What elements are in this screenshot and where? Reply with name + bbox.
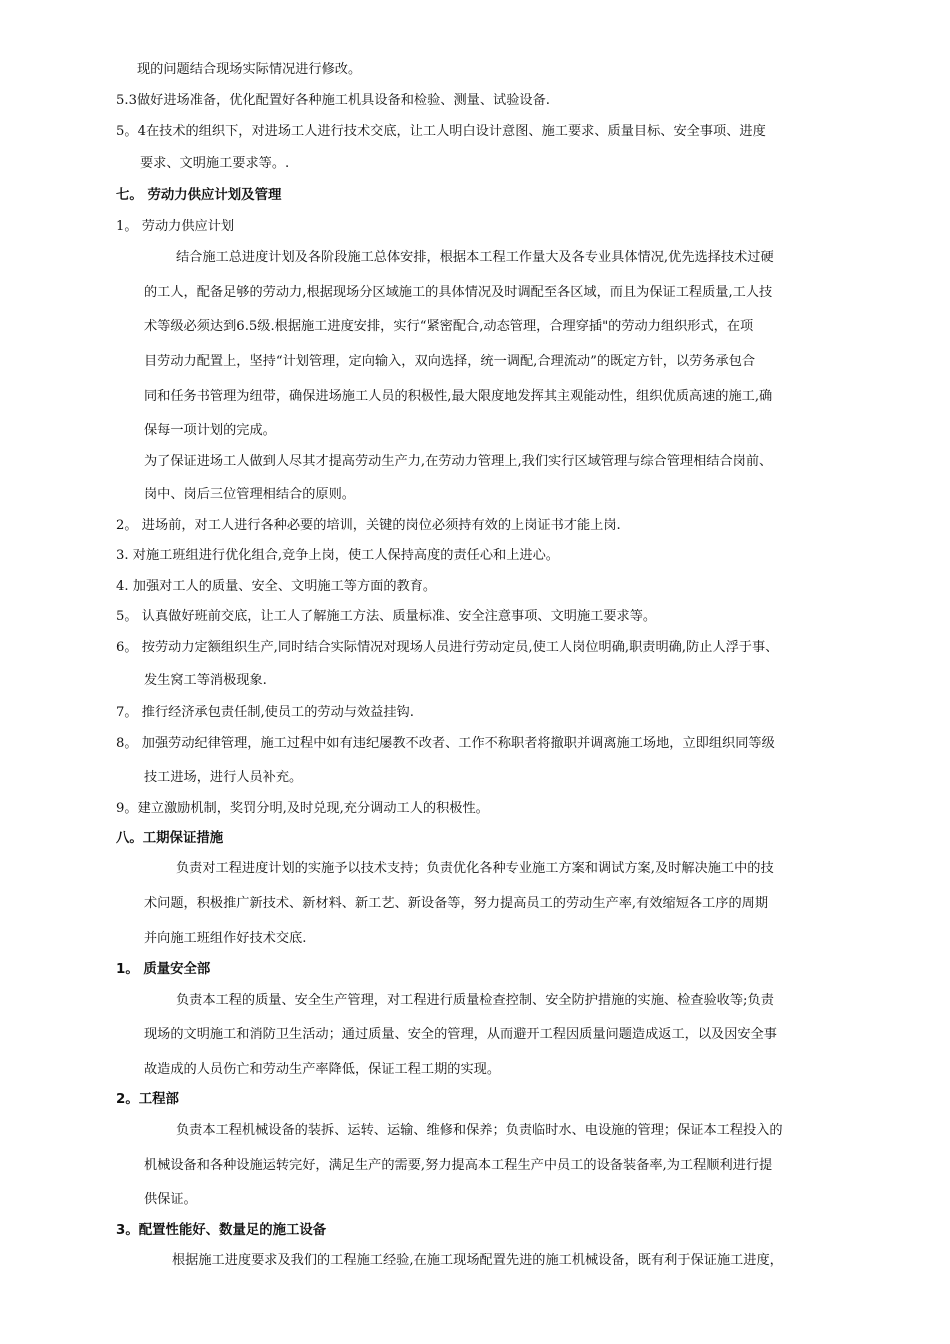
- text-line: 同和任务书管理为纽带，确保进场施工人员的积极性,最大限度地发挥其主观能动性，组织优质高速的施工,确: [144, 389, 773, 404]
- subheading: 1。 劳动力供应计划: [116, 219, 235, 234]
- text-line: 术问题，积极推广新技术、新材料、新工艺、新设备等，努力提高员工的劳动生产率,有效缩短各工序的周期: [144, 896, 769, 911]
- list-item: 9。建立激励机制，奖罚分明,及时兑现,充分调动工人的积极性。: [116, 801, 489, 816]
- text-line: 供保证。: [144, 1192, 197, 1207]
- text-line: 现的问题结合现场实际情况进行修改。: [137, 62, 362, 77]
- text-line: 保每一项计划的完成。: [144, 423, 276, 438]
- list-item: 8。 加强劳动纪律管理，施工过程中如有违纪屡教不改者、工作不称职者将撤职并调离施工场地，立即组织同等级: [116, 736, 775, 751]
- text-line: 术等级必须达到6.5级.根据施工进度安排，实行“紧密配合,动态管理，合理穿插"的劳动力组织形式，在项: [144, 319, 754, 334]
- text-line: 机械设备和各种设施运转完好，满足生产的需要,努力提高本工程生产中员工的设备装备率,为工程顺利进行提: [144, 1158, 773, 1173]
- text-line: 负责本工程的质量、安全生产管理，对工程进行质量检查控制、安全防护措施的实施、检查验收等;负责: [176, 993, 774, 1008]
- text-line: 5.3做好进场准备，优化配置好各种施工机具设备和检验、测量、试验设备.: [116, 93, 550, 108]
- subsection-heading: 2。工程部: [116, 1092, 179, 1107]
- text-line: 根据施工进度要求及我们的工程施工经验,在施工现场配置先进的施工机械设备，既有利于保证施工进度，: [172, 1253, 783, 1268]
- list-item: 2。 进场前，对工人进行各种必要的培训，关键的岗位必须持有效的上岗证书才能上岗.: [116, 518, 621, 533]
- text-line: 技工进场，进行人员补充。: [144, 770, 303, 785]
- text-line: 并向施工班组作好技术交底.: [144, 931, 307, 946]
- text-line: 为了保证进场工人做到人尽其才提高劳动生产力,在劳动力管理上,我们实行区域管理与综合管理相结合岗前、: [144, 454, 773, 469]
- text-line: 故造成的人员伤亡和劳动生产率降低，保证工程工期的实现。: [144, 1062, 501, 1077]
- text-line: 负责对工程进度计划的实施予以技术支持；负责优化各种专业施工方案和调试方案,及时解决施工中的技: [176, 861, 774, 876]
- text-line: 结合施工总进度计划及各阶段施工总体安排，根据本工程工作量大及各专业具体情况,优先选择技术过硬: [176, 250, 774, 265]
- subsection-heading: 1。 质量安全部: [116, 962, 211, 977]
- list-item: 4. 加强对工人的质量、安全、文明施工等方面的教育。: [116, 579, 437, 594]
- text-line: 目劳动力配置上，坚持“计划管理，定向输入，双向选择，统一调配,合理流动”的既定方针，以劳务承包合: [144, 354, 756, 369]
- text-line: 要求、文明施工要求等。.: [140, 156, 290, 171]
- section-heading: 八。工期保证措施: [116, 831, 224, 846]
- subsection-heading: 3。配置性能好、数量足的施工设备: [116, 1223, 327, 1238]
- section-heading: 七。 劳动力供应计划及管理: [116, 188, 282, 203]
- text-line: 的工人，配备足够的劳动力,根据现场分区域施工的具体情况及时调配至各区域，而且为保证工程质量,工人技: [144, 285, 773, 300]
- list-item: 7。 推行经济承包责任制,使员工的劳动与效益挂钩.: [116, 705, 414, 720]
- text-line: 负责本工程机械设备的装拆、运转、运输、维修和保养；负责临时水、电设施的管理；保证本工程投入的: [176, 1123, 783, 1138]
- text-line: 5。4在技术的组织下，对进场工人进行技术交底，让工人明白设计意图、施工要求、质量目标、安全事项、进度: [116, 124, 766, 139]
- list-item: 3. 对施工班组进行优化组合,竞争上岗，使工人保持高度的责任心和上进心。: [116, 548, 559, 563]
- text-line: 岗中、岗后三位管理相结合的原则。: [144, 487, 355, 502]
- list-item: 6。 按劳动力定额组织生产,同时结合实际情况对现场人员进行劳动定员,使工人岗位明确,职责明确,防止人浮于事、: [116, 640, 779, 655]
- text-line: 发生窝工等消极现象.: [144, 673, 267, 688]
- text-line: 现场的文明施工和消防卫生活动；通过质量、安全的管理，从而避开工程因质量问题造成返工，以及因安全事: [144, 1027, 777, 1042]
- list-item: 5。 认真做好班前交底，让工人了解施工方法、质量标准、安全注意事项、文明施工要求等。: [116, 609, 657, 624]
